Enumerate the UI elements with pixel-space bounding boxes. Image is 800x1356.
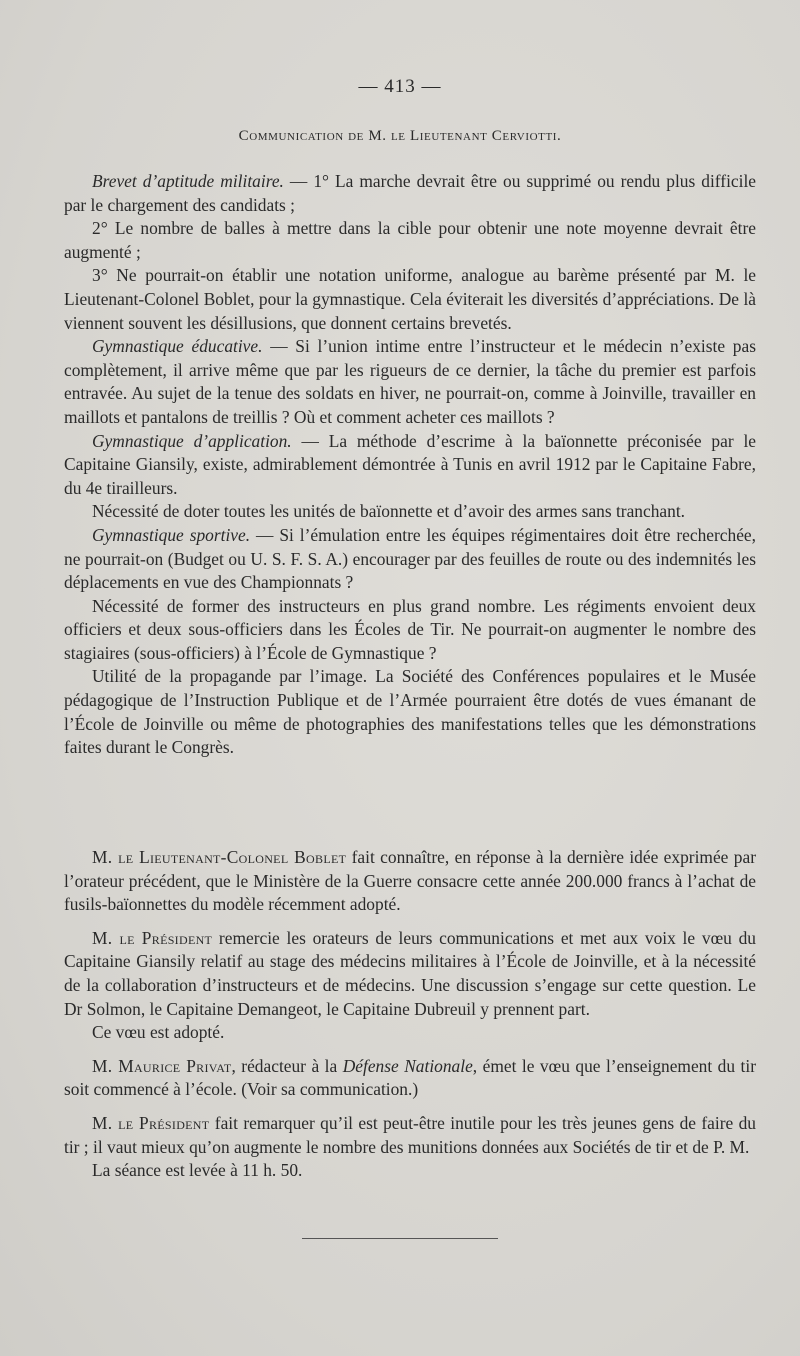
discussion-body bbox=[64, 846, 756, 1183]
speaker-president-1: M. le Président bbox=[92, 927, 213, 948]
speaker-privat: M. Maurice Privat bbox=[92, 1055, 232, 1076]
heading-brevet: Brevet d’aptitude militaire. bbox=[92, 171, 284, 191]
text-privat-a: , rédacteur à la bbox=[231, 1055, 343, 1076]
text-gymnastique-application: — La méthode d’escrime à la baïonnette préconisée par le Capitaine Giansily, existe, admirablement démontrée à Tunis en avril 1912 par le Capitaine Fabre, du 4e tirailleurs. bbox=[64, 430, 756, 498]
paragraph-boblet bbox=[64, 846, 756, 917]
text-brevet: — 1° La marche devrait être ou supprimé ou rendu plus difficile par le chargement des candidats ; bbox=[64, 171, 756, 215]
speaker-boblet: M. le Lieutenant-Colonel Boblet bbox=[92, 847, 347, 867]
heading-gymnastique-sportive: Gymnastique sportive. bbox=[92, 524, 251, 545]
paragraph-gymnastique-educative bbox=[64, 335, 756, 429]
paragraph-gymnastique-application bbox=[64, 430, 756, 501]
paragraph-president-2 bbox=[64, 1112, 756, 1159]
text-president-1: remercie les orateurs de leurs communications et met aux voix le vœu du Capitaine Giansily relatif au stage des médecins militaires à l’École de Joinville, et à la nécessité de la collaboration d’instructeurs et de médecins. Une discussion s’engage sur cette question. Le Dr Solmon, le Capitaine Demangeot, le Capitaine Dubreuil y prennent part. bbox=[64, 927, 756, 1019]
spacer bbox=[64, 1045, 756, 1055]
paragraph-utility: Utilité de la propagande par l’image. La Société des Conférences populaires et le Musée pédagogique de l’Instruction Publique et de l’Armée pourraient être dotés de vues émanant de l’École de Joinville ou même de photographies des manifestations telles que les démonstrations faites durant le Congrès. bbox=[64, 666, 756, 758]
spacer bbox=[64, 1102, 756, 1112]
page-number: — 413 — bbox=[358, 76, 442, 97]
paragraph-brevet bbox=[64, 170, 756, 217]
paragraph-point-2: 2° Le nombre de balles à mettre dans la cible pour obtenir une note moyenne devrait être augmenté ; bbox=[64, 218, 756, 262]
paragraph-necessity-instructors: Nécessité de former des instructeurs en plus grand nombre. Les régiments envoient deux officiers et deux sous-officiers dans les Écoles de Tir. Ne pourrait-on augmenter le nombre des stagiaires (sous-officiers) à l’École de Gymnastique ? bbox=[64, 595, 756, 663]
communication-body bbox=[64, 170, 756, 760]
text-privat-b: , émet le vœu que l’enseignement du tir soit commencé à l’école. (Voir sa communication.) bbox=[64, 1055, 757, 1100]
paragraph-president-1 bbox=[64, 927, 756, 1021]
paragraph-adopted: Ce vœu est adopté. bbox=[92, 1022, 225, 1043]
text-boblet: fait connaître, en réponse à la dernière idée exprimée par l’orateur précédent, que le Ministère de la Guerre consacre cette année 200.000 francs à l’achat de fusils-baïonnettes du modèle récemment adopté. bbox=[64, 847, 756, 915]
paragraph-privat bbox=[64, 1055, 756, 1102]
spacer bbox=[64, 917, 756, 927]
paragraph-point-3: 3° Ne pourrait-on établir une notation uniforme, analogue au barème présenté par M. le Lieutenant-Colonel Boblet, pour la gymnastique. Cela éviterait les diversités d’appréciations. De là viennent souvent les désillusions, que donnent certains brevetés. bbox=[64, 265, 756, 333]
paragraph-closing: La séance est levée à 11 h. 50. bbox=[92, 1160, 303, 1181]
paragraph-necessity-arms: Nécessité de doter toutes les unités de baïonnette et d’avoir des armes sans tranchant. bbox=[92, 501, 686, 522]
heading-gymnastique-application: Gymnastique d’application. bbox=[92, 430, 292, 451]
paragraph-gymnastique-sportive bbox=[64, 524, 756, 595]
speaker-president-2: M. le Président bbox=[92, 1112, 210, 1133]
journal-title: Défense Nationale bbox=[342, 1055, 473, 1076]
closing-rule bbox=[302, 1238, 498, 1239]
heading-gymnastique-educative: Gymnastique éducative. bbox=[92, 336, 263, 357]
text-gymnastique-sportive: — Si l’émulation entre les équipes régimentaires doit être recherchée, ne pourrait-on (Budget ou U. S. F. S. A.) encourager par des feuilles de route ou des indemnités les déplacements en vue des Championnats ? bbox=[64, 524, 756, 593]
text-president-2: fait remarquer qu’il est peut-être inutile pour les très jeunes gens de faire du tir ; il vaut mieux qu’on augmente le nombre des munitions données aux Sociétés de tir et de P. M. bbox=[64, 1112, 756, 1157]
section-heading: Communication de M. le Lieutenant Cerviotti. bbox=[238, 128, 562, 144]
text-gymnastique-educative: — Si l’union intime entre l’instructeur et le médecin n’existe pas complètement, il arrive même que par les rigueurs de ce dernier, la tâche du premier est parfois entravée. Au sujet de la tenue des soldats en hiver, ne pourrait-on, comme à Joinville, travailler en maillots et pantalons de treillis ? Où et comment acheter ces maillots ? bbox=[64, 336, 756, 427]
